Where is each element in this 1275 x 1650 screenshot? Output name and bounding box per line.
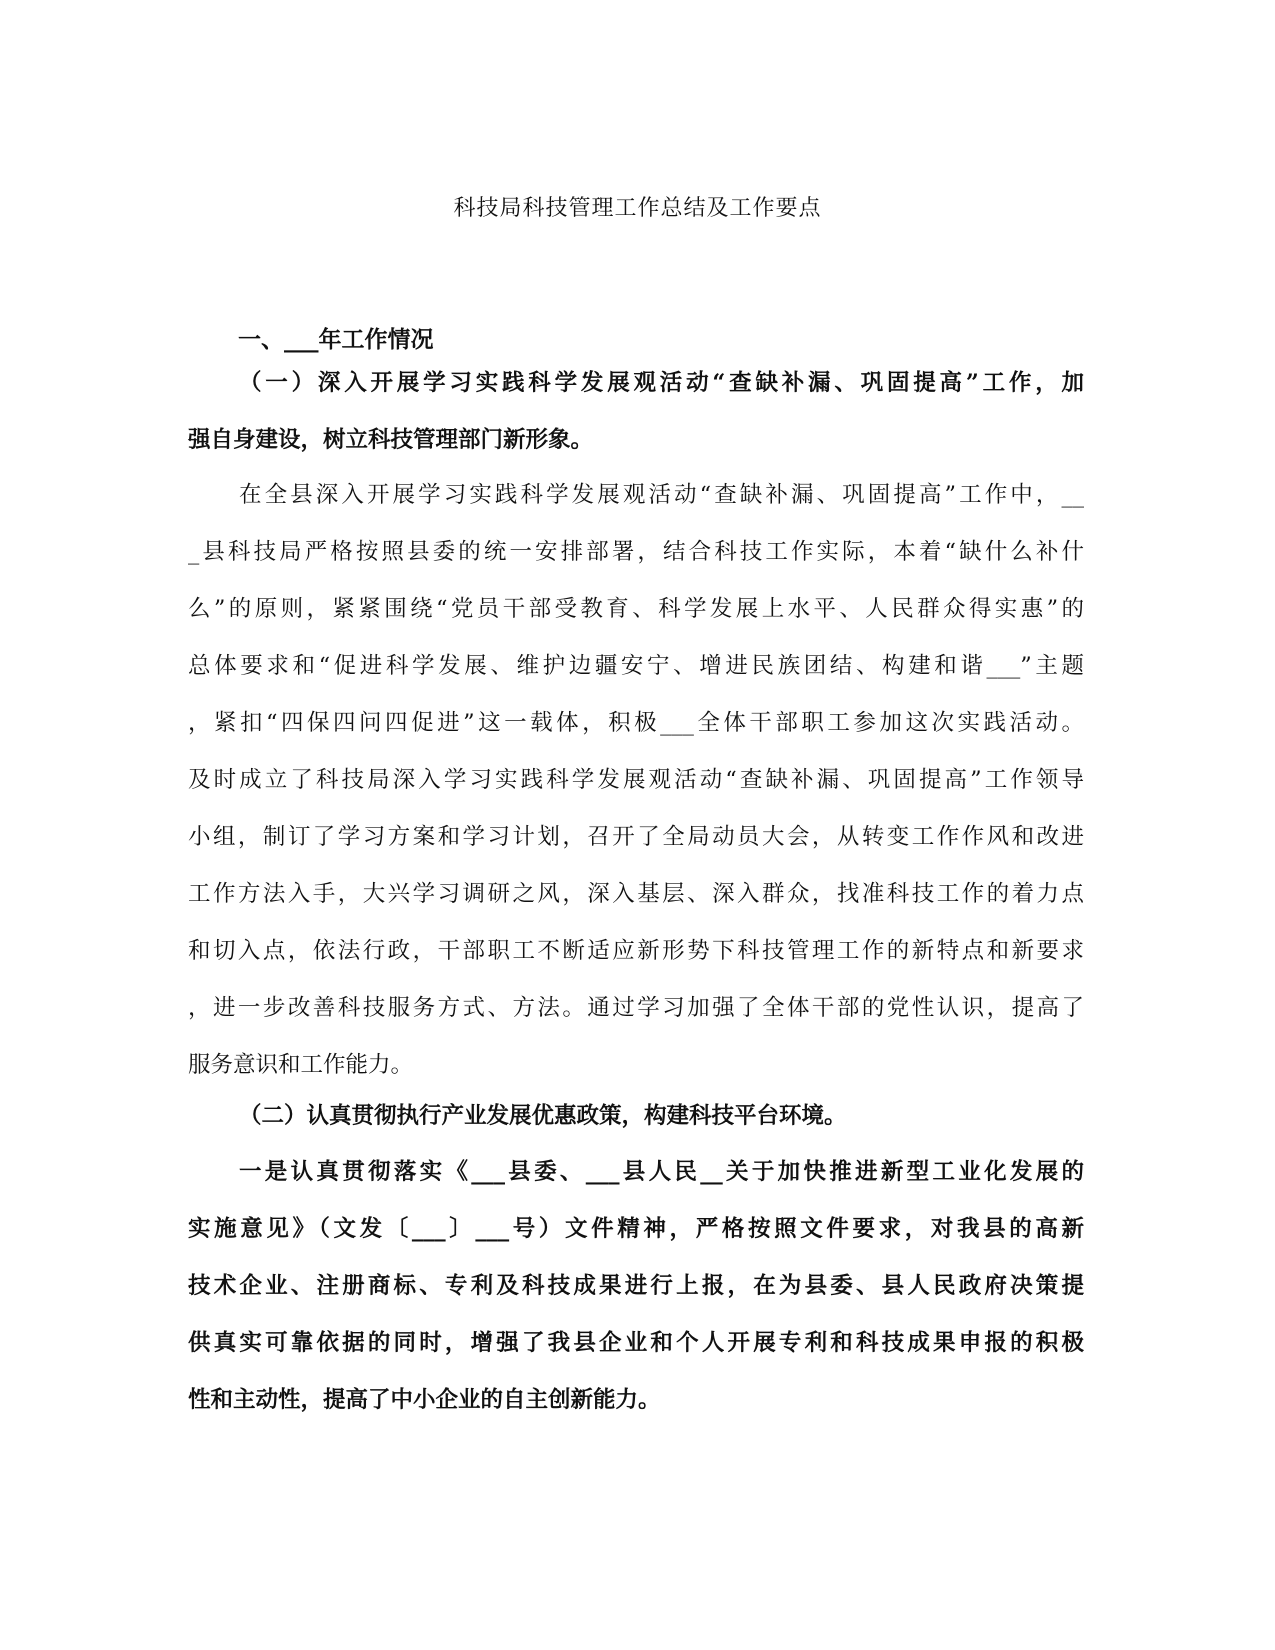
paragraph-line: 实施意见》（文发〔___〕___号）文件精神，严格按照文件要求，对我县的高新 [188,1216,1084,1242]
paragraph-1 [188,467,1084,1094]
paragraph-line: 小组，制订了学习方案和学习计划，召开了全局动员大会，从转变工作作风和改进 [188,824,1084,850]
paragraph-line: 供真实可靠依据的同时，增强了我县企业和个人开展专利和科技成果申报的积极 [188,1330,1084,1356]
section-heading: 一、___年工作情况 [238,326,434,353]
paragraph-line: 工作方法入手，大兴学习调研之风，深入基层、深入群众，找准科技工作的着力点 [188,881,1084,907]
paragraph-line: _县科技局严格按照县委的统一安排部署，结合科技工作实际，本着“缺什么补什 [188,539,1084,565]
paragraph-line: 技术企业、注册商标、专利及科技成果进行上报，在为县委、县人民政府决策提 [188,1273,1084,1299]
paragraph-line: 总体要求和“促进科学发展、维护边疆安宁、增进民族团结、构建和谐___”主题 [188,653,1084,679]
subheading-1-line: 强自身建设，树立科技管理部门新形象。 [188,427,594,453]
paragraph-line: 么”的原则，紧紧围绕“党员干部受教育、科学发展上水平、人民群众得实惠”的 [188,596,1084,622]
paragraph-line: 服务意识和工作能力。 [188,1052,414,1078]
paragraph-2 [188,1144,1084,1429]
subheading-1-line: （一）深入开展学习实践科学发展观活动“查缺补漏、巩固提高”工作，加 [239,370,1084,396]
paragraph-line: 性和主动性，提高了中小企业的自主创新能力。 [188,1387,661,1413]
paragraph-line: 一是认真贯彻落实《___县委、___县人民__关于加快推进新型工业化发展的 [239,1159,1084,1185]
paragraph-line: 在全县深入开展学习实践科学发展观活动“查缺补漏、巩固提高”工作中，__ [239,482,1084,508]
document-title: 科技局科技管理工作总结及工作要点 [453,196,822,221]
paragraph-line: 及时成立了科技局深入学习实践科学发展观活动“查缺补漏、巩固提高”工作领导 [188,767,1084,793]
paragraph-line: 和切入点，依法行政，干部职工不断适应新形势下科技管理工作的新特点和新要求 [188,938,1084,964]
paragraph-line: ，进一步改善科技服务方式、方法。通过学习加强了全体干部的党性认识，提高了 [188,995,1084,1021]
paragraph-line: ，紧扣“四保四问四促进”这一载体，积极___全体干部职工参加这次实践活动。 [188,710,1084,736]
subheading-2-line: （二）认真贯彻执行产业发展优惠政策，构建科技平台环境。 [239,1103,847,1129]
subheading-1 [188,355,1084,469]
subheading-2 [188,1088,1084,1145]
